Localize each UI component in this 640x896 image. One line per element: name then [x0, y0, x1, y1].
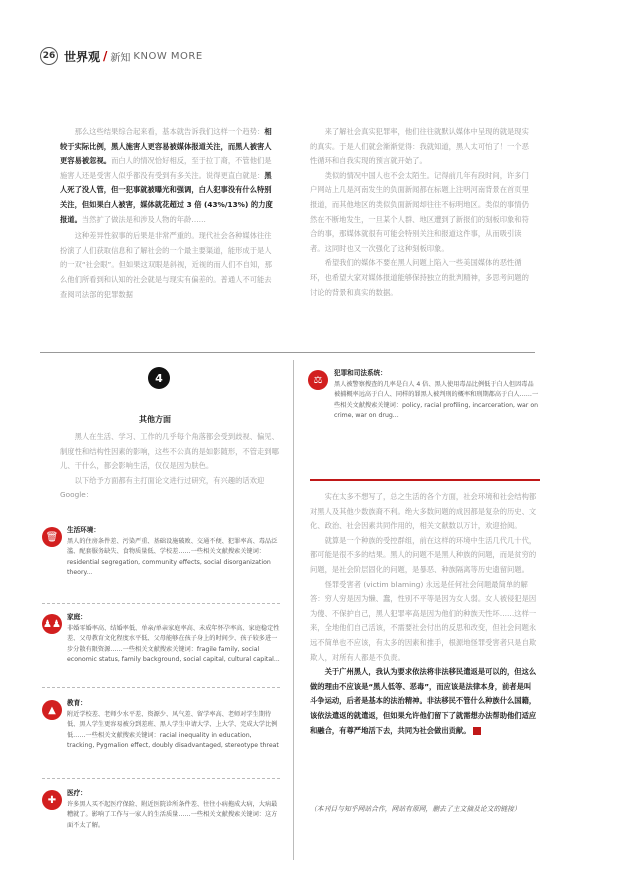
medical-cross-icon: ✚ [42, 790, 62, 810]
top-left-column [60, 125, 277, 302]
list-item-education: 教育： 附近学校差、老师少水平差、资源少、风气差、留学率高、老师对学生期待低、黑人学生更容易被分到差班、黑人学生申请大学、上大学、完成大学比例低……一些相关文献搜索关键词：racial inequality in education, tracking, Pygmalion effect, doubly disadvantaged, stereotype threat [67, 699, 279, 749]
trash-icon: 🗑 [42, 527, 62, 547]
section-english: KNOW MORE [133, 50, 203, 62]
section-name: 新知 [110, 52, 131, 64]
red-divider [310, 479, 540, 481]
top-right-column [310, 125, 532, 300]
crime-justice-item: 犯罪和司法系统： 黑人被警察搜查的几率是白人 4 倍、黑人使用毒品比例低于白人但因毒品被捕概率远高于白人、同样的罪黑人被判刑的概率和刑期都高于白人……一些相关文献搜索关键词：policy, racial profiling, incarceration, war on crime, war on drug... [334, 369, 539, 419]
paragraph-2: 就算是一个种族的受控群组，前在这样的环境中生活几代几十代，都可能是很不多的结果。黑人的问题不是黑人种族的问题，而是贫穷的问题，是社会阶层固化的问题，是暴恶、种族隔离等历史遗留问题。 [310, 535, 537, 574]
paragraph-1: 实在太多不想写了，总之生活的各个方面，社会环境和社会结构都对黑人及其他少数族裔不利。绝大多数问题的成因都是复杂的历史、文化、政治、社会因素共同作用的，相关文献数以万计，欢迎拾阅。 [310, 492, 537, 531]
page-number: 26 [40, 47, 58, 65]
editor-note: （本刊目与知乎网站合作，网站有原网，删去了主文摘及论文的链接） [310, 805, 521, 813]
item-separator [42, 778, 280, 779]
section-intro [60, 430, 282, 503]
paragraph-3: 希望我们的媒体不要在黑人问题上陷入一些美国媒体的恶性循环，也希望大家对媒体报道能够保持独立的批判精神，多思考问题的讨论的背景和真实的数据。 [310, 258, 529, 297]
paragraph-2: 这种差异性叙事的后果是非常严重的。现代社会各种媒体往往扮演了人们获取信息和了解社会的一个最主要渠道，能形成于是人的一双“社会眼”。但如果这双眼是斜视，近视的而人们不自知，那么他们所看到和认知的社会就是与现实有偏差的。普通人不可能去查阅司法部的犯罪数据 [60, 231, 272, 299]
paragraph-4: 关于广州黑人，我认为要求依法将非法移民遣返是可以的，但这么做的理由不应该是“黑人低等、恶毒”，而应该是法律本身，前者是叫斗争运动，后者是基本的法治精神。非法移民不管什么种族什么国籍，该依法遣返的就遣返，但如果允许他们留下了就需想办法帮助他们适应和融合，有尊严地活下去，共同为社会做出贡献。 A [310, 667, 537, 735]
list-item-medical: 医疗： 许多黑人买不起医疗保险、附近医院诊所条件差、往往小病拖成大病，大病最糟就了。影响了工作与一家人的生活质量……一些相关文献搜索关键词：这方面不太了解。 [67, 789, 278, 829]
gavel-icon: ⚖ [308, 370, 328, 390]
section-number: 4 [148, 367, 170, 389]
list-item-family: 家庭： 非婚零婚率高、结婚率低、单亲/单亲家庭率高、未成年怀孕率高、家庭稳定性差、父母教育文化程度水平低、父母能够在孩子身上的时间少、孩子较多进一步分散有限资源……一些相关文献搜索关键词：fragile family, social economic status, family background, social capital, cultural capital... [67, 613, 280, 663]
header-separator: / [103, 49, 108, 63]
paragraph-1: 那么这些结果综合起来看，基本就告诉我们这样一个趋势：相较于实际比例，黑人施害人更容易被媒体报道关注，而黑人被害人更容易被忽视。而白人的情况恰好相反，至于拉丁裔，不管他们是施害人还是受害人似乎都没有受到有多关注。说得更直白就是：黑人死了没人管，但一犯事就被曝光和强调，白人犯事没有什么特别关注，但如果白人被害，媒体就花超过 3 倍 (43%/13%) 的力度报道。当然扩了做法是和涉及人物的年龄…… [60, 127, 273, 224]
intro-paragraph: 黑人在生活、学习、工作的几乎每个角落都会受到歧视、偏见、制度性和结构性因素的影响，这些不公真的是如影随形，不管走到哪儿、干什么，都会影响生活，仅仅是因为肤色。 [60, 432, 279, 471]
page-header [40, 46, 203, 66]
item-separator [42, 687, 280, 688]
guide-paragraph: 以下给予方面都有主打面论文进行过研究，有兴趣的话欢迎 Google： [60, 475, 265, 500]
column-divider [293, 360, 294, 860]
section-title: 其他方面 [139, 415, 171, 424]
paragraph-2: 类似的情况中国人也不会太陌生。记得前几年有段时间，许多门户网站上几是河南发生的负面新闻都在标题上注明河南背景在首页里报道，而其他地区的类似负面新闻却往往不标明地区。类似的事情仍然在不断地发生，一旦某个人群、地区遭到了新报们的刻板印象和符合的事，那媒体就很有可能会特别关注和报道这件事，从而吸引读者。这同时也又一次强化了这种刻板印象。 [310, 170, 529, 253]
item-separator [42, 603, 280, 604]
family-icon: ♟♟ [42, 614, 62, 634]
section-divider [40, 352, 535, 353]
end-mark-icon: A [473, 727, 481, 735]
paragraph-3: 怪罪受害者 (victim blaming) 永远是任何社会问题最简单的解答：穷人穷是因为懒、蠢，性别不平等是因为女人弱。女人被侵犯是因为傻、不保护自己，黑人犯罪率高是因为他们的种族天性坏……这样一来，全地他们自己活该，不需要社会付出的反思和改变，但社会问题永远不简单也不应该，有太多的因素和推手，根源地怪罪受害者只是自欺欺人，对所有人都是不负责。 [310, 579, 537, 662]
list-item-environment: 生活环境： 黑人的住房条件差、污染严重、基础设施破败、交通不便、犯罪率高、毒品泛滥、配套服务缺失、食物质量低、学校差……一些相关文献搜索关键词：residential segregation, community effects, social disorganization theory... [67, 526, 278, 576]
graduation-icon: ▲ [42, 700, 62, 720]
bottom-right-column [310, 490, 538, 738]
paragraph-1: 来了解社会真实犯罪率，他们往往就默认媒体中呈现的就是现实的真实。于是人们就会渐渐觉得：我就知道，黑人太可怕了！一个恶性循环和自我实现的预言就开始了。 [310, 127, 529, 166]
magazine-title: 世界观 [64, 49, 101, 64]
